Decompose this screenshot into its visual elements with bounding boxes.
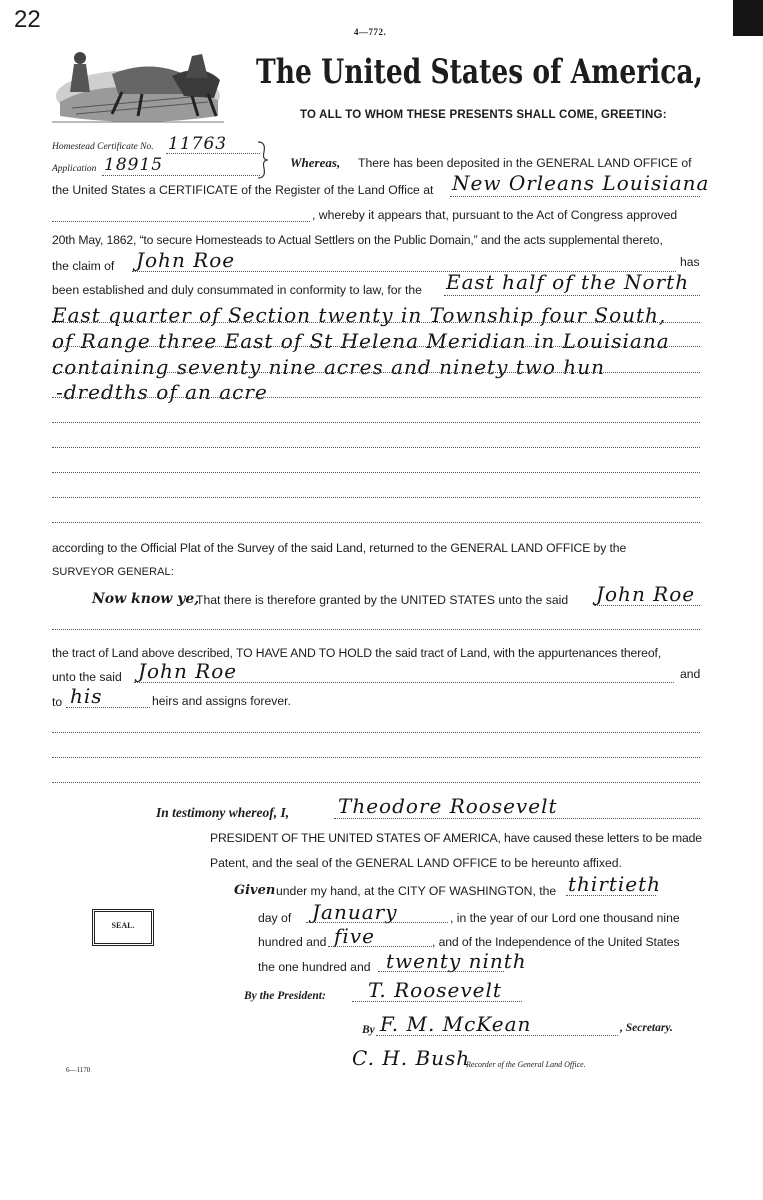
testimony-line-4: day of (258, 911, 292, 925)
body-line-5: the claim of (52, 259, 115, 273)
testimony-line-4b: , in the year of our Lord one thousand nine (450, 911, 680, 925)
whereas-label: Whereas, (290, 155, 341, 170)
land-description-5: -dredths of an acre (56, 380, 268, 404)
day-value: thirtieth (568, 872, 662, 896)
testimony-line-5: hundred and (258, 935, 327, 949)
body-line-9: That there is therefore granted by the UNITED STATES unto the said (196, 593, 569, 607)
body-line-2: the United States a CERTIFICATE of the Register of the Land Office at (52, 183, 434, 197)
body-line-10: the tract of Land above described, TO HAVE AND TO HOLD the said tract of Land, with the appurtenances thereof, (52, 646, 662, 660)
page-number: 22 (14, 6, 41, 33)
land-description-1: East half of the North (446, 270, 690, 294)
secretary-signature: F. M. McKean (380, 1012, 532, 1036)
body-line-7: according to the Official Plat of the Survey of the said Land, returned to the GENERAL LAND OFFICE by the (52, 541, 627, 555)
seal-label: SEAL. (111, 921, 135, 930)
claimant-name: John Roe (136, 248, 236, 272)
body-line-12: to (52, 695, 63, 709)
secretary-label: , Secretary. (620, 1022, 673, 1034)
testimony-line-3: under my hand, at the CITY OF WASHINGTON, the (276, 884, 557, 898)
his-word: his (70, 684, 103, 708)
application-label: Application (52, 164, 97, 174)
brace (256, 140, 270, 180)
grantee-name-2: John Roe (138, 659, 238, 683)
land-description-4: containing seventy nine acres and ninety two hun (52, 355, 605, 379)
body-line-8: SURVEYOR GENERAL: (52, 566, 174, 578)
president-signature: T. Roosevelt (368, 978, 502, 1002)
greeting: TO ALL TO WHOM THESE PRESENTS SHALL COME, GREETING: (300, 109, 667, 121)
by-label: By (362, 1024, 375, 1036)
testimony-line-1: PRESIDENT OF THE UNITED STATES OF AMERICA, have caused these letters to be made (210, 831, 702, 845)
testimony-line-6: the one hundred and (258, 960, 371, 974)
independence-year: twenty ninth (386, 949, 527, 973)
body-line-3: , whereby it appears that, pursuant to the Act of Congress approved (312, 208, 678, 222)
body-line-11: unto the said (52, 670, 122, 684)
recorder-signature: C. H. Bush (352, 1046, 471, 1070)
body-line-12b: heirs and assigns forever. (152, 694, 291, 708)
edge-tab (733, 0, 763, 36)
testimony-line-2: Patent, and the seal of the GENERAL LAND OFFICE to be hereunto affixed. (210, 856, 622, 870)
document-title: The United States of America, (256, 52, 703, 92)
homestead-certificate-label: Homestead Certificate No. (52, 142, 154, 152)
body-line-6: been established and duly consummated in conformity to law, for the (52, 283, 422, 297)
testimony-line-5b: , and of the Independence of the United States (432, 935, 680, 949)
year-value: five (334, 924, 375, 948)
seal-box (92, 909, 154, 946)
body-line-11b: and (680, 667, 701, 681)
land-description-2: East quarter of Section twenty in Township four South, (52, 303, 667, 327)
by-the-president-label: By the President: (244, 990, 326, 1002)
farm-vignette-image (52, 36, 224, 128)
land-description-3: of Range three East of St Helena Meridian in Louisiana (52, 329, 670, 353)
form-number: 4—772. (354, 27, 387, 37)
homestead-certificate-number: 11763 (168, 134, 228, 154)
now-know-ye: Now know ye, (92, 591, 200, 607)
body-line-5b: has (680, 255, 700, 269)
body-line-4: 20th May, 1862, “to secure Homesteads to Actual Settlers on the Public Domain,” and the acts supplemental thereto, (52, 233, 663, 247)
body-line-1: There has been deposited in the GENERAL LAND OFFICE of (358, 156, 692, 170)
given-label: Given (234, 883, 276, 898)
recorder-label: Recorder of the General Land Office. (466, 1060, 586, 1069)
president-name: Theodore Roosevelt (338, 794, 558, 818)
testimony-lead: In testimony whereof, I, (156, 805, 290, 820)
application-number: 18915 (104, 155, 164, 175)
grantee-name: John Roe (596, 582, 696, 606)
month-value: January (312, 900, 398, 924)
land-office-location: New Orleans Louisiana (452, 171, 710, 195)
bottom-form-code: 6—1170 (66, 1066, 91, 1074)
